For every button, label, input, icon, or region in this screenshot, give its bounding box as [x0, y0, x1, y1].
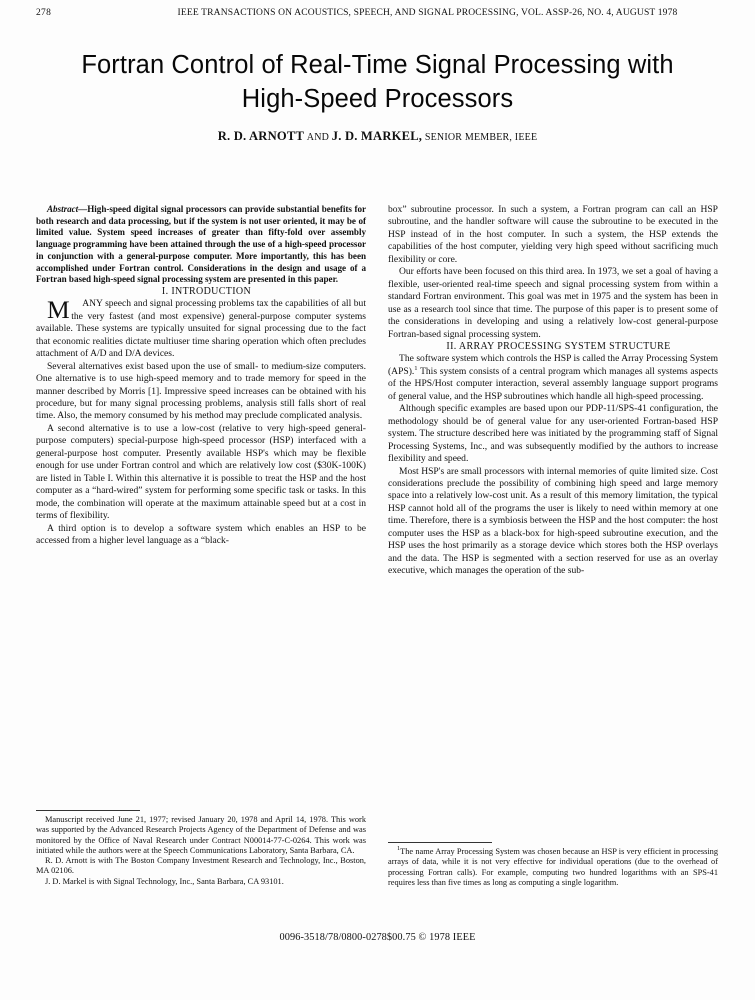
paper-title	[60, 49, 695, 117]
footnote-1-marker: 1	[397, 845, 401, 853]
abstract-label: Abstract	[47, 204, 79, 214]
author-line	[60, 129, 695, 144]
aps-paragraph-1b: This system consists of a central program which manages all systems aspects of the HPS/Host computer interaction, several assembly language support programs of general value, and the HSP subroutines which handle all high-speed processing.	[388, 365, 718, 402]
aps-paragraph-3: Most HSP's are small processors with internal memories of quite limited size. Cost considerations preclude the possibility of combining high speed and large memory space into a relatively low-cost unit. As a result of this memory limitation, the typical HSP cannot hold all of the programs the user is likely to need within memory at one time. Therefore, there is a symbiosis between the HSP and the host computer: the host computer uses the HSP as a black-box for high-speed subroutine execution, and the HSP uses the host primarily as a storage device which stores both the HSP overlays and the data. The HSP is segmented with a section reserved for use as an overlay executive, which manages the operation of the sub-	[388, 465, 718, 577]
running-head	[36, 7, 719, 21]
section-heading-array-processing	[388, 341, 718, 353]
section-title-2: ARRAY PROCESSING SYSTEM STRUCTURE	[458, 340, 671, 352]
footnote-reference-1[interactable]: 1	[414, 364, 418, 372]
footnote-manuscript: Manuscript received June 21, 1977; revised January 20, 1978 and April 14, 1978. This work was supported by the Advanced Research Projects Agency of the Department of Defense and was monitored by the Office of Naval Research under Contract N00014-77-C-0264. This work was initiated while the authors were at the Speech Communications Laboratory, Santa Barbara, CA.	[36, 815, 366, 855]
aps-paragraph-1	[388, 353, 718, 403]
intro-paragraph-4: A third option is to develop a software system which enables an HSP to be accessed from a higher level language as a “black-	[36, 522, 366, 546]
intro-paragraph-1-text: ANY speech and signal processing problems tax the capabilities of all but the very fastest (and most expensive) general-purpose computer systems available. These systems are typically unsuited for signal processing due to the fact that economic realities dictate multiuser time sharing operation which often precludes attachment of A/D and D/A devices.	[36, 298, 366, 360]
page-number: 278	[36, 8, 52, 18]
abstract-text: —High-speed digital signal processors can provide substantial benefits for both research and data processing, but if the system is not user oriented, it may be of limited value. System speed increases of greater than fifty-fold over assembly language programming have been attained through the use of a high-speed processor in conjunction with a general-purpose computer. More importantly, this has been accomplished under Fortran control. Considerations in the design and usage of a Fortran based high-speed signal processing system are presented in this paper.	[36, 204, 366, 285]
section-title-1: INTRODUCTION	[171, 285, 252, 297]
intro-paragraph-2: Several alternatives exist based upon the use of small- to medium-size computers. One alternative is to use high-speed memory and to trade memory for speed in the manner described by Morris [1]. Impressive speed increases can be obtained with his procedure, but for many signal processing problems, analysis still falls short of real time. Also, the memory consumed by his method may preclude complicated analysis.	[36, 360, 366, 422]
aps-paragraph-2: Although specific examples are based upon our PDP-11/SPS-41 configuration, the methodology should be of general value for any user-oriented Fortran-based HSP system. The structure described here was initiated by the programming staff of Signal Processing Systems, Inc., and was subsequently modified by the authors to increase flexibility and speed.	[388, 403, 718, 465]
section-number-1: I.	[161, 285, 172, 297]
drop-cap: M	[47, 295, 70, 325]
section-heading-introduction	[36, 286, 366, 298]
title-line-2: High-Speed Processors	[241, 84, 514, 113]
author-affiliation: SENIOR MEMBER, IEEE	[424, 132, 538, 143]
footnote-rule-left	[36, 810, 140, 811]
author-conjunction: AND	[306, 132, 330, 143]
intro-paragraph-5: Our efforts have been focused on this third area. In 1973, we set a goal of having a flexible, user-oriented real-time speech and signal processing system from within a standard Fortran environment. This goal was met in 1975 and the system has been in use as a research tool since that time. The purpose of this paper is to present some of the considerations in developing and using a relatively low-cost general-purpose Fortran-based signal processing system.	[388, 266, 718, 340]
footnote-rule-right	[388, 842, 492, 843]
footnote-author-1: R. D. Arnott is with The Boston Company Investment Research and Technology, Inc., Boston, MA 02106.	[36, 856, 366, 876]
footnote-author-2: J. D. Markel is with Signal Technology, Inc., Santa Barbara, CA 93101.	[45, 876, 284, 886]
journal-citation: IEEE TRANSACTIONS ON ACOUSTICS, SPEECH, AND SIGNAL PROCESSING, VOL. ASSP-26, NO. 4, AUGUST 1978	[177, 7, 678, 18]
author-name-1: R. D. ARNOTT	[217, 129, 305, 143]
abstract	[36, 204, 366, 286]
footnotes-right	[388, 847, 718, 888]
title-line-1: Fortran Control of Real-Time Signal Processing with	[81, 51, 674, 80]
intro-paragraph-1	[36, 295, 366, 360]
footnote-1	[388, 847, 718, 888]
section-number-2: II.	[446, 340, 459, 352]
copyright-footer: 0096-3518/78/0800-0278$00.75 © 1978 IEEE	[279, 932, 476, 943]
intro-paragraph-3: A second alternative is to use a low-cost (relative to very high-speed general-purpose computers) special-purpose high-speed processor (HSP) interfaced with a general-purpose host computer. Presently available HSP's which may be flexible enough for use under Fortran control and which are relatively low cost ($30K-100K) are listed in Table I. Within this alternative it is possible to treat the HSP and the host computer as a “hard-wired” system for performing some specific task or tasks. In this mode, the combination will operate at the maximum attainable speed but at a cost in terms of flexibility.	[36, 422, 366, 522]
column-right	[388, 204, 718, 578]
author-name-2: J. D. MARKEL,	[331, 129, 423, 143]
column-left	[36, 204, 366, 547]
aps-paragraph-1a: The software system which controls the HSP is called the Array Processing System (APS).	[388, 353, 718, 377]
footnotes-left	[36, 815, 366, 887]
intro-paragraph-4-continued: box” subroutine processor. In such a system, a Fortran program can call an HSP subroutine, and the handler software will cause the subroutine to be executed in the HSP instead of in the host computer. In such a system, the HSP extends the capabilities of the host computer, yielding very high speed without sacrificing much flexibility or core.	[388, 204, 718, 265]
footnote-1-text: The name Array Processing System was chosen because an HSP is very efficient in processing arrays of data, while it is not very effective for individual operations (due to the overhead of processing Fortran calls). For example, computing two hundred logarithms with an SPS-41 requires less than five times as long as computing a single logarithm.	[388, 847, 718, 887]
